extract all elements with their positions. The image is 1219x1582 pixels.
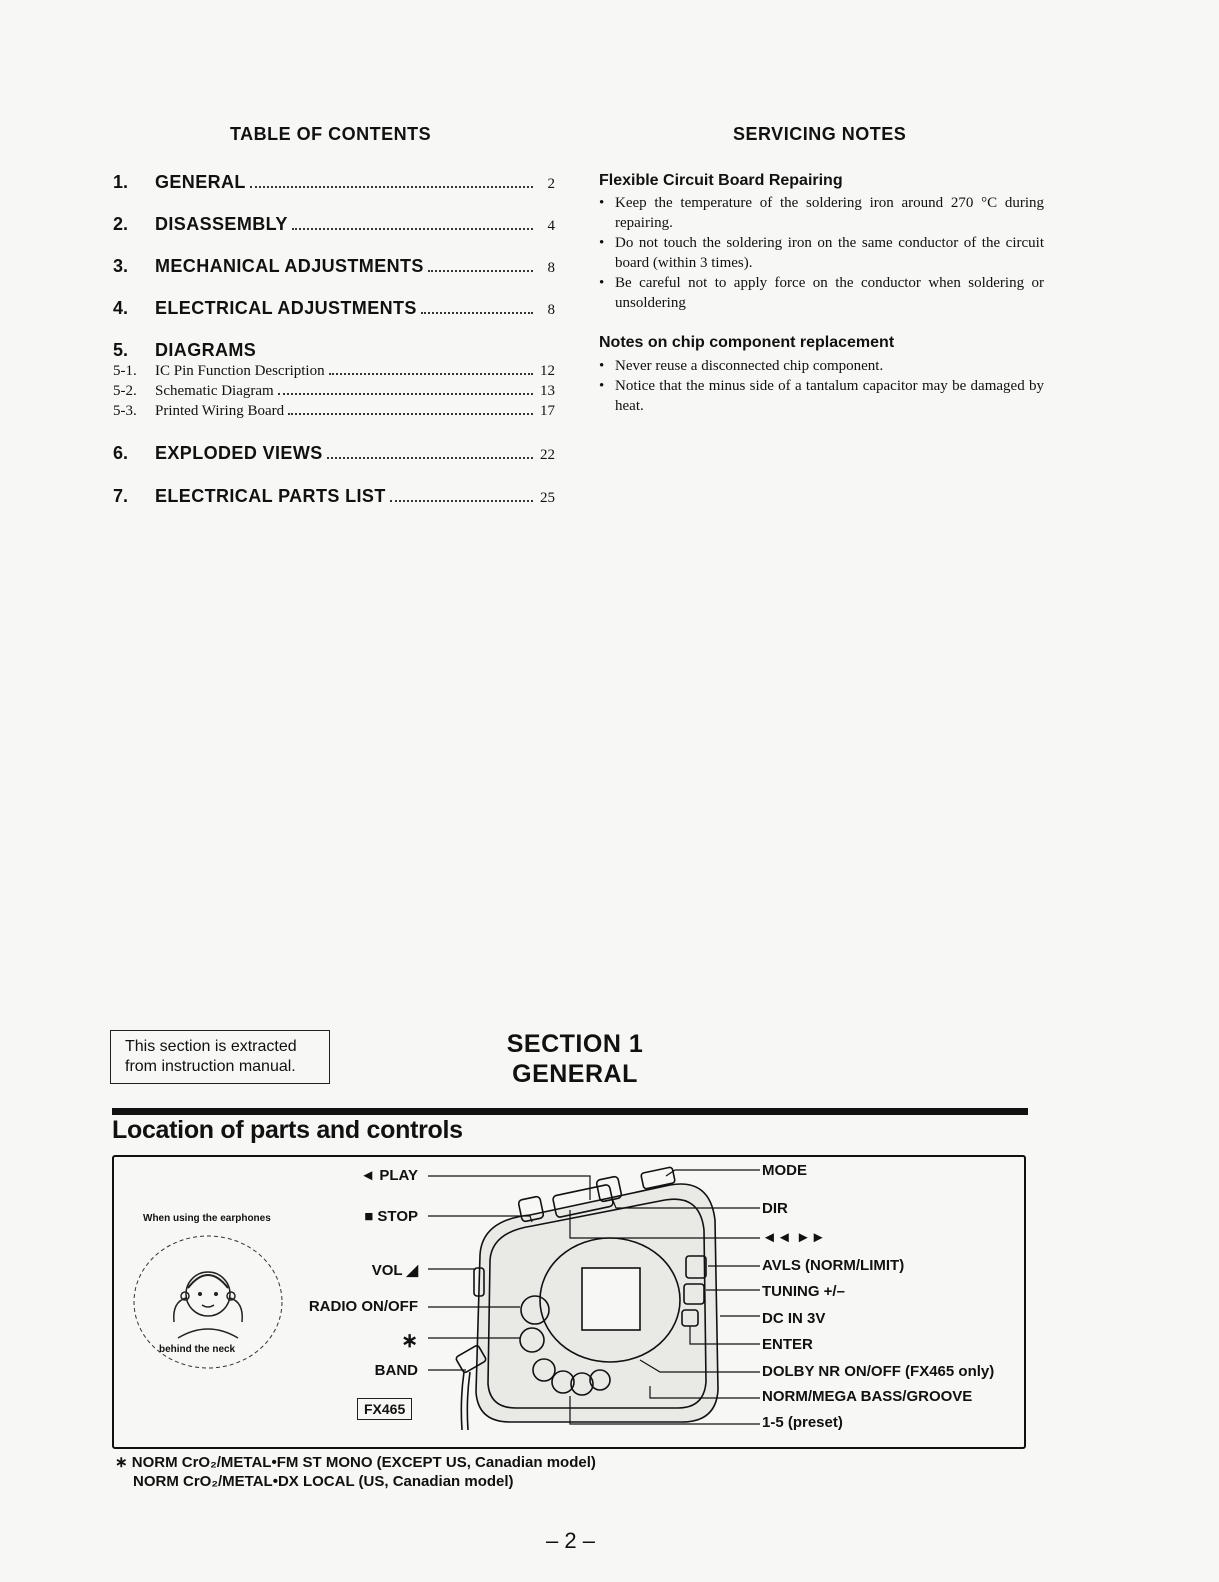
toc-leader-dots xyxy=(250,186,533,188)
dc-in-label: DC IN 3V xyxy=(762,1310,826,1327)
toc-leader-dots xyxy=(329,373,533,375)
dir-label: DIR xyxy=(762,1200,788,1217)
footnote-line: ∗ NORM CrO₂/METAL•FM ST MONO (EXCEPT US, Canadian model) xyxy=(115,1454,596,1471)
toc-leader-dots xyxy=(421,312,533,314)
section-name: GENERAL xyxy=(512,1060,638,1088)
toc-leader-dots xyxy=(390,500,533,502)
toc-leader-dots xyxy=(292,228,533,230)
location-title: Location of parts and controls xyxy=(112,1116,463,1144)
toc-subitem-title: Schematic Diagram xyxy=(155,383,274,399)
toc-item-title: DIAGRAMS xyxy=(155,340,257,360)
note-section-title: Flexible Circuit Board Repairing xyxy=(599,172,843,189)
dolby-nr-label: DOLBY NR ON/OFF (FX465 only) xyxy=(762,1363,995,1380)
section-number: SECTION 1 xyxy=(506,1030,644,1058)
band-label: BAND xyxy=(374,1362,418,1379)
note-bullet: • Keep the temperature of the soldering iron around 270 °C during repairing. xyxy=(599,193,1044,233)
note-bullet-list xyxy=(599,356,1044,416)
toc-item-title: MECHANICAL ADJUSTMENTS xyxy=(155,256,424,276)
extract-note-line: from instruction manual. xyxy=(125,1058,296,1075)
avls-label: AVLS (NORM/LIMIT) xyxy=(762,1257,905,1274)
toc-item-number: 4. xyxy=(113,298,129,318)
toc-item-number: 3. xyxy=(113,256,129,276)
section-title xyxy=(480,1029,670,1089)
note-bullet: • Do not touch the soldering iron on the same conductor of the circuit board (within 3 times). xyxy=(599,233,1044,273)
toc-item[interactable] xyxy=(113,251,555,277)
toc-item-page: 22 xyxy=(540,447,555,463)
page-number: – 2 – xyxy=(546,1528,595,1553)
toc-subitem-number: 5-3. xyxy=(113,403,137,419)
toc-leader-dots xyxy=(327,457,533,459)
toc-heading: TABLE OF CONTENTS xyxy=(230,124,432,144)
toc-subitem-title: IC Pin Function Description xyxy=(155,363,325,379)
toc-leader-dots xyxy=(288,413,533,415)
toc-subitem-page: 13 xyxy=(540,383,555,399)
toc-item-page: 8 xyxy=(547,302,555,318)
fast-wind-label: ◄◄ ►► xyxy=(762,1229,826,1246)
toc-item-number: 1. xyxy=(113,172,129,192)
volume-label: VOL ◢ xyxy=(371,1262,418,1279)
mode-label: MODE xyxy=(762,1162,807,1179)
toc-item-page: 25 xyxy=(540,490,555,506)
toc-leader-dots xyxy=(428,270,533,272)
radio-onoff-label: RADIO ON/OFF xyxy=(308,1298,418,1315)
extract-note-line: This section is extracted xyxy=(125,1038,297,1055)
toc-item[interactable] xyxy=(113,481,555,507)
model-tag: FX465 xyxy=(357,1398,412,1420)
toc-item-title: GENERAL xyxy=(155,172,246,192)
earphone-caption: behind the neck xyxy=(159,1344,236,1355)
toc-item-title: ELECTRICAL ADJUSTMENTS xyxy=(155,298,417,318)
footnote-line: NORM CrO₂/METAL•DX LOCAL (US, Canadian model) xyxy=(133,1473,514,1490)
earphone-caption: When using the earphones xyxy=(143,1213,271,1224)
toc-item-title: ELECTRICAL PARTS LIST xyxy=(155,486,386,506)
asterisk-label: ∗ xyxy=(401,1330,418,1352)
cassette-player-drawing xyxy=(420,1160,765,1440)
mega-bass-label: NORM/MEGA BASS/GROOVE xyxy=(762,1388,973,1405)
toc-subitem-title: Printed Wiring Board xyxy=(155,403,285,419)
note-bullet: • Be careful not to apply force on the conductor when soldering or unsoldering xyxy=(599,273,1044,313)
servicing-heading: SERVICING NOTES xyxy=(733,124,907,144)
toc-subitem-number: 5-2. xyxy=(113,383,137,399)
toc-item-title: DISASSEMBLY xyxy=(155,214,288,234)
toc-item[interactable] xyxy=(113,293,555,319)
enter-label: ENTER xyxy=(762,1336,813,1353)
section-rule xyxy=(112,1108,1028,1115)
toc-item-number: 6. xyxy=(113,443,129,463)
toc-item[interactable] xyxy=(113,438,555,464)
toc-item-number: 7. xyxy=(113,486,129,506)
note-bullet: • Notice that the minus side of a tantalum capacitor may be damaged by heat. xyxy=(599,376,1044,416)
toc-item[interactable] xyxy=(113,335,555,361)
stop-label: ■ STOP xyxy=(364,1208,418,1225)
preset-label: 1-5 (preset) xyxy=(762,1414,843,1431)
toc-subitem[interactable] xyxy=(113,400,555,420)
note-section-title: Notes on chip component replacement xyxy=(599,334,895,351)
toc-leader-dots xyxy=(278,393,533,395)
toc-item-number: 5. xyxy=(113,340,129,360)
toc-item-number: 2. xyxy=(113,214,129,234)
toc-item[interactable] xyxy=(113,209,555,235)
toc-subitem-number: 5-1. xyxy=(113,363,137,379)
note-bullet: • Never reuse a disconnected chip component. xyxy=(599,356,1044,376)
extract-note-box xyxy=(110,1030,330,1084)
note-bullet-list xyxy=(599,193,1044,313)
toc-subitem[interactable] xyxy=(113,360,555,380)
toc-item-page: 4 xyxy=(547,218,555,234)
toc-subitem[interactable] xyxy=(113,380,555,400)
tuning-label: TUNING +/– xyxy=(762,1283,845,1300)
toc-item-title: EXPLODED VIEWS xyxy=(155,443,323,463)
toc-subitem-page: 17 xyxy=(540,403,555,419)
earphone-illustration xyxy=(128,1232,288,1387)
toc-item-page: 8 xyxy=(547,260,555,276)
play-label: ◄ PLAY xyxy=(360,1167,418,1184)
toc-item[interactable] xyxy=(113,167,555,193)
toc-subitem-page: 12 xyxy=(540,363,555,379)
toc-item-page: 2 xyxy=(547,176,555,192)
